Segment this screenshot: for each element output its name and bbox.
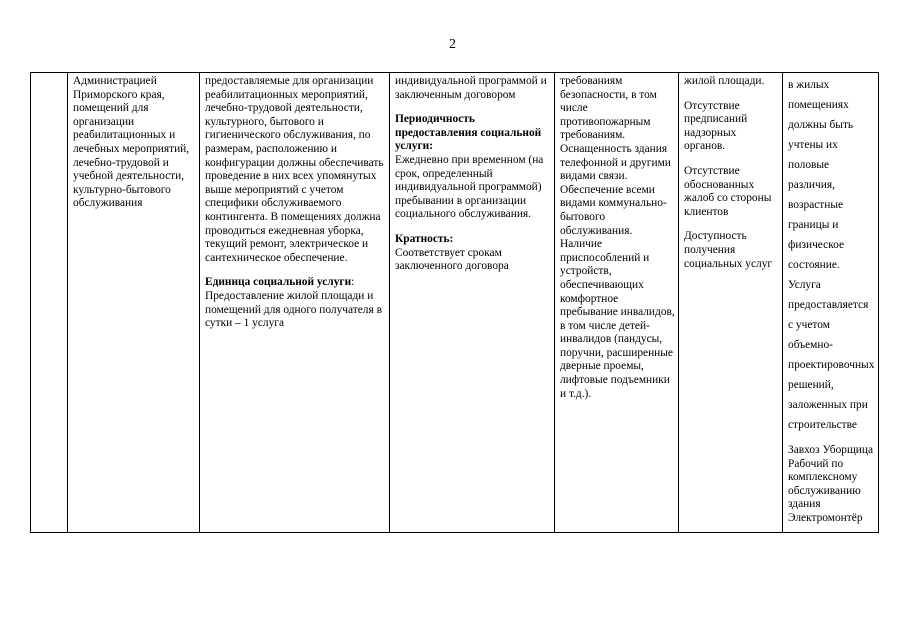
- periodicity-text: Ежедневно при временном (на срок, определенный индивидуальной программой) пребывании в организации социального обслуживания.: [395, 153, 544, 221]
- service-name-text: Администрацией Приморского края, помещений для организации реабилитационных и лечебных мероприятий, лечебно-трудовой и учебной деятельности, культурно-бытового обслуживания: [73, 75, 190, 210]
- terms-text: индивидуальной программой и заключенным договором: [395, 75, 547, 101]
- indicator-2: Отсутствие предписаний надзорных органов.: [684, 99, 748, 153]
- cell-requirements: [555, 73, 679, 533]
- indicator-4: Доступность получения социальных услуг: [684, 230, 773, 270]
- unit-heading: Единица социальной услуги: [205, 276, 352, 289]
- conditions-text: в жилых помещениях должны быть учтены их половые различия, возрастные границы и физическое состояние. Услуга предоставляется с учетом объемно-проектировочных решений, заложенных при строительстве: [788, 79, 875, 431]
- staff-list: Завхоз Уборщица Рабочий по комплексному обслуживанию здания Электромонтёр: [788, 444, 873, 524]
- unit-block: [205, 276, 386, 290]
- cell-service-name: [68, 73, 200, 533]
- requirements-text: требованиям безопасности, в том числе противопожарным требованиям. Оснащенность здания телефонной и другими видами связи. Обеспечение всеми видами коммунально-бытового обслуживания. Наличие приспособлений и устройств, обеспечивающих комфортное пребывание инвалидов, в том числе детей-инвалидов (пандусы, поручни, расширенные дверные проемы, лифтовые подъемники и т.д.).: [560, 75, 675, 400]
- table-row: [31, 73, 879, 533]
- cell-description: [200, 73, 390, 533]
- cell-number: [31, 73, 68, 533]
- unit-colon: :: [351, 276, 355, 289]
- multiplicity-text: Соответствует срокам заключенного договора: [395, 246, 509, 273]
- periodicity-heading: Периодичность предоставления социальной услуги:: [395, 113, 542, 153]
- multiplicity-heading: Кратность:: [395, 232, 454, 245]
- cell-terms: [390, 73, 555, 533]
- indicator-3: Отсутствие обоснованных жалоб со стороны клиентов: [684, 164, 772, 218]
- standards-table: [30, 72, 879, 533]
- cell-conditions: [783, 73, 879, 533]
- page-number: 2: [449, 37, 456, 52]
- unit-text: Предоставление жилой площади и помещений для одного получателя в сутки – 1 услуга: [205, 289, 382, 330]
- cell-indicators: [679, 73, 783, 533]
- description-text: предоставляемые для организации реабилитационных мероприятий, лечебно-трудовой деятельности, культурного, бытового и гигиенического обслуживания, по размерам, расположению и конфигурации должны обеспечивать проведение в них всех упомянутых выше мероприятий с учетом специфики обслуживаемого контингента. В помещениях должна проводиться ежедневная уборка, текущий ремонт, электрическое и сантехническое обеспечение.: [205, 75, 384, 264]
- indicator-1: жилой площади.: [684, 75, 765, 87]
